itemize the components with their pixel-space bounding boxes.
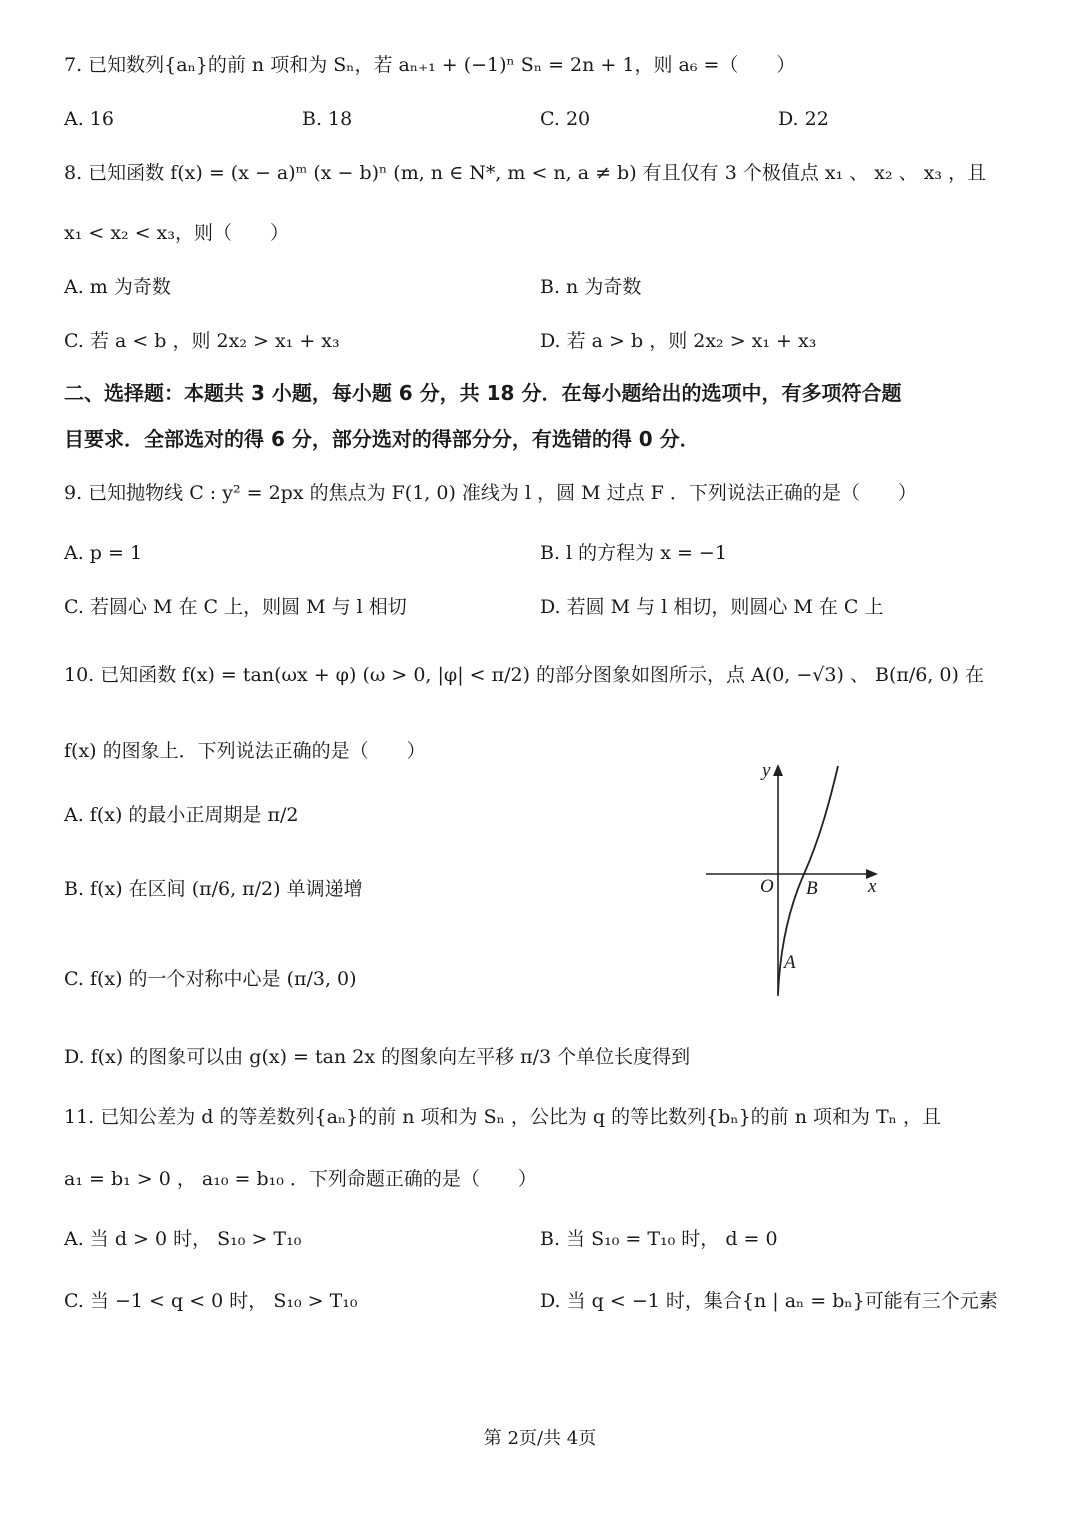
- page-footer: 第 2页/共 4页: [483, 1428, 597, 1449]
- q8-option-b: B. n 为奇数: [540, 276, 642, 298]
- q9-stem: 9. 已知抛物线 C : y² = 2px 的焦点为 F(1, 0) 准线为 l ，圆 M 过点 F ．下列说法正确的是（ ）: [64, 482, 917, 504]
- q10-tangent-graph: [700, 760, 900, 1000]
- q9-option-c: C. 若圆心 M 在 C 上，则圆 M 与 l 相切: [64, 596, 407, 618]
- q9-option-d: D. 若圆 M 与 l 相切，则圆心 M 在 C 上: [540, 596, 884, 618]
- q7-option-b: B. 18: [302, 108, 353, 130]
- q8-stem-line2: x₁ < x₂ < x₃，则（ ）: [64, 222, 289, 244]
- q8-option-d: D. 若 a > b ，则 2x₂ > x₁ + x₃: [540, 330, 817, 352]
- q10-option-d: D. f(x) 的图象可以由 g(x) = tan 2x 的图象向左平移 π/3 个单位长度得到: [64, 1046, 691, 1068]
- y-axis-arrow-icon: [773, 764, 783, 776]
- q10-stem-line1: 10. 已知函数 f(x) = tan(ωx + φ) (ω > 0, |φ| < π/2) 的部分图象如图所示，点 A(0, −√3) 、 B(π/6, 0) 在: [64, 664, 984, 686]
- q9-option-b: B. l 的方程为 x = −1: [540, 542, 727, 564]
- q11-option-c: C. 当 −1 < q < 0 时， S₁₀ > T₁₀: [64, 1290, 358, 1312]
- q7-option-d: D. 22: [778, 108, 829, 130]
- point-b-label: B: [806, 878, 818, 899]
- q10-option-c: C. f(x) 的一个对称中心是 (π/3, 0): [64, 968, 357, 990]
- origin-label: O: [760, 876, 774, 897]
- q10-option-a: A. f(x) 的最小正周期是 π/2: [64, 804, 299, 826]
- q7-stem: 7. 已知数列{aₙ}的前 n 项和为 Sₙ，若 aₙ₊₁ + (−1)ⁿ Sₙ = 2n + 1，则 a₆ =（ ）: [64, 54, 796, 76]
- q11-option-d: D. 当 q < −1 时，集合{n | aₙ = bₙ}可能有三个元素: [540, 1290, 998, 1312]
- q7-option-c: C. 20: [540, 108, 591, 130]
- point-a-label: A: [784, 952, 796, 973]
- q9-option-a: A. p = 1: [64, 542, 143, 564]
- section2-heading-line1: 二、选择题：本题共 3 小题，每小题 6 分，共 18 分．在每小题给出的选项中，有多项符合题: [64, 381, 902, 405]
- q8-option-a: A. m 为奇数: [64, 276, 171, 298]
- q10-stem-line2: f(x) 的图象上．下列说法正确的是（ ）: [64, 740, 426, 762]
- q7-option-a: A. 16: [64, 108, 114, 130]
- q8-stem-line1: 8. 已知函数 f(x) = (x − a)ᵐ (x − b)ⁿ (m, n ∈ N*, m < n, a ≠ b) 有且仅有 3 个极值点 x₁ 、 x₂ 、 x₃ ，且: [64, 162, 987, 184]
- q11-stem-line2: a₁ = b₁ > 0 ， a₁₀ = b₁₀ ．下列命题正确的是（ ）: [64, 1168, 537, 1190]
- q11-stem-line1: 11. 已知公差为 d 的等差数列{aₙ}的前 n 项和为 Sₙ ，公比为 q 的等比数列{bₙ}的前 n 项和为 Tₙ ，且: [64, 1106, 941, 1128]
- x-axis-label: x: [868, 876, 877, 897]
- y-axis-label: y: [762, 760, 771, 781]
- section2-heading-line2: 目要求．全部选对的得 6 分，部分选对的得部分分，有选错的得 0 分．: [64, 427, 700, 451]
- q11-option-a: A. 当 d > 0 时， S₁₀ > T₁₀: [64, 1228, 302, 1250]
- q11-option-b: B. 当 S₁₀ = T₁₀ 时， d = 0: [540, 1228, 778, 1250]
- q10-option-b: B. f(x) 在区间 (π/6, π/2) 单调递增: [64, 878, 363, 900]
- q8-option-c: C. 若 a < b ，则 2x₂ > x₁ + x₃: [64, 330, 340, 352]
